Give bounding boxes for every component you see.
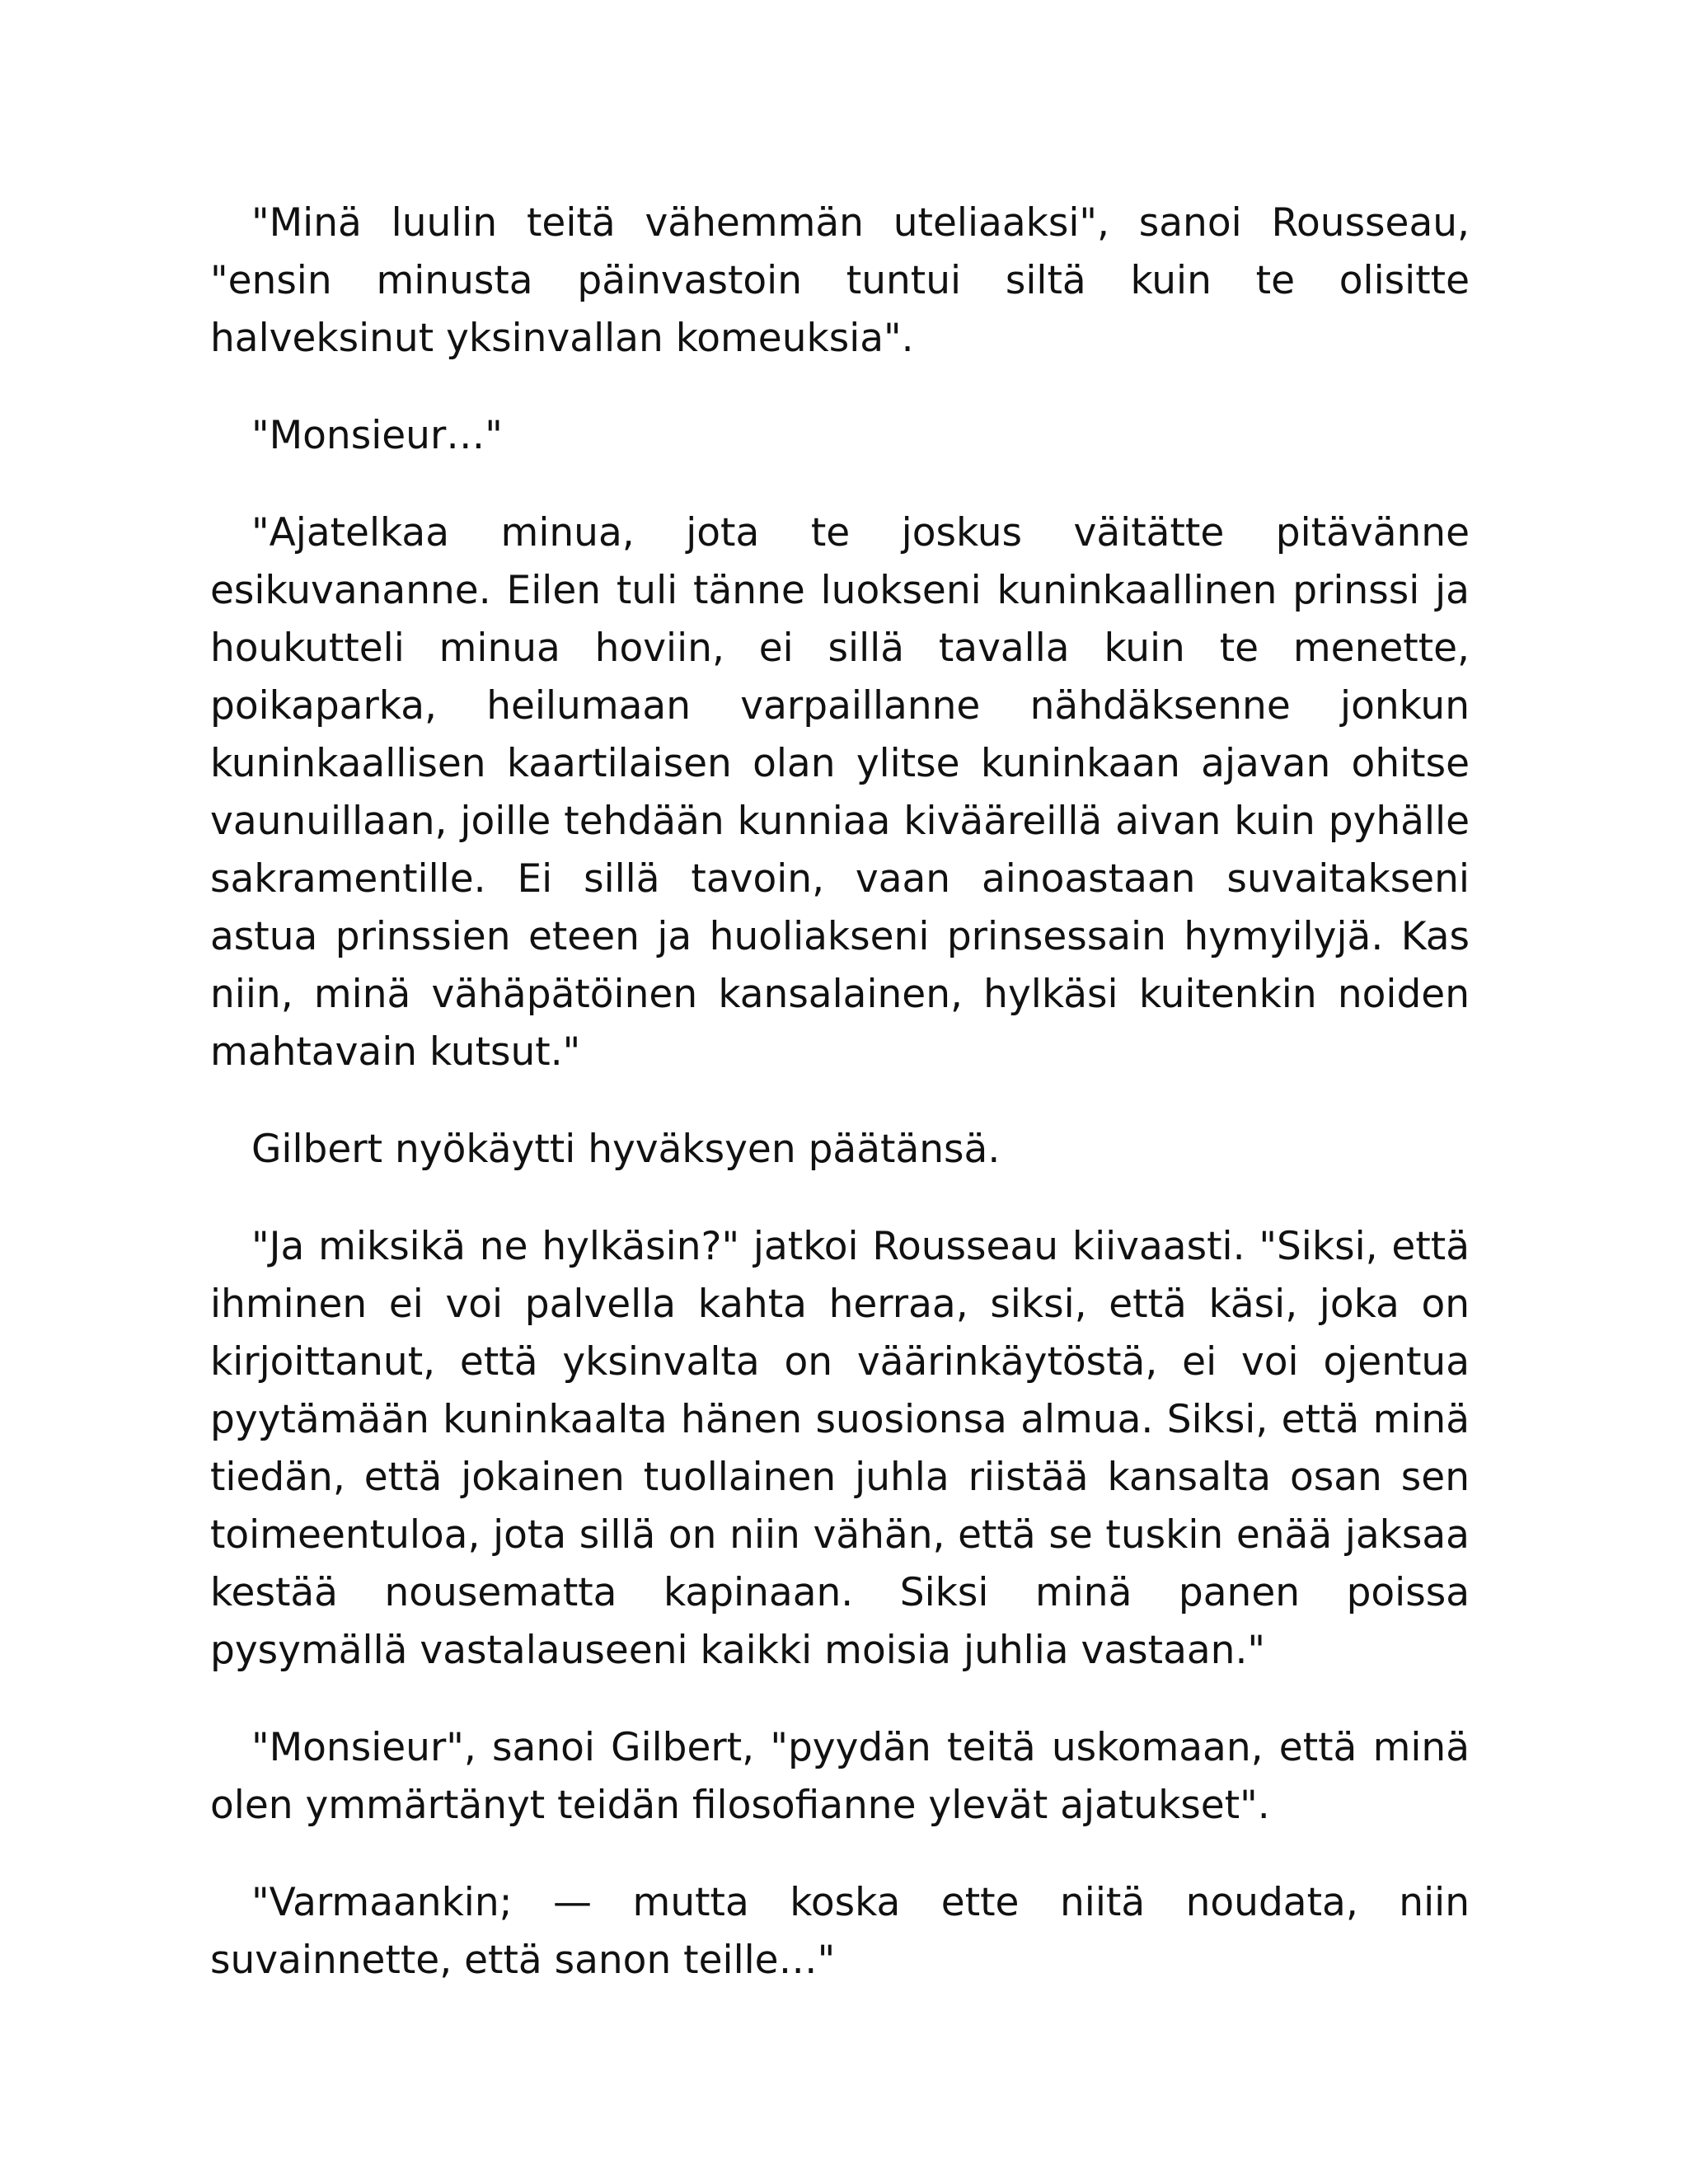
paragraph-2: "Monsieur…" bbox=[251, 413, 503, 458]
paragraph-5: "Ja miksikä ne hylkäsin?" jatkoi Rousseau kiivaasti. "Siksi, että ihminen ei voi palvella kahta herraa, siksi, että käsi, joka on kirjoittanut, että yksinvalta on väärinkäytöstä, ei voi ojentua pyytämään kuninkaalta hänen suosionsa almua. Siksi, että minä tiedän, että jokainen tuollainen juhla riistää kansalta osan sen toimeentuloa, jota sillä on niin vähän, että se tuskin enää jaksaa kestää nousematta kapinaan. Siksi minä panen poissa pysymällä vastalauseeni kaikki moisia juhlia vastaan." bbox=[210, 1224, 1470, 1673]
paragraph-6: "Monsieur", sanoi Gilbert, "pyydän teitä uskomaan, että minä olen ymmärtänyt teidän filosofianne ylevät ajatukset". bbox=[210, 1725, 1470, 1828]
document-page bbox=[210, 194, 1470, 2029]
paragraph-4: Gilbert nyökäytti hyväksyen päätänsä. bbox=[251, 1127, 1001, 1172]
paragraph-3: "Ajatelkaa minua, jota te joskus väitätte pitävänne esikuvananne. Eilen tuli tänne luokseni kuninkaallinen prinssi ja houkutteli minua hoviin, ei sillä tavalla kuin te menette, poikaparka, heilumaan varpaillanne nähdäksenne jonkun kuninkaallisen kaartilaisen olan ylitse kuninkaan ajavan ohitse vaunuillaan, joille tehdään kunniaa kivääreillä aivan kuin pyhälle sakramentille. Ei sillä tavoin, vaan ainoastaan suvaitakseni astua prinssien eteen ja huoliakseni prinsessain hymyilyjä. Kas niin, minä vähäpätöinen kansalainen, hylkäsi kuitenkin noiden mahtavain kutsut." bbox=[210, 510, 1470, 1075]
paragraph-7: "Varmaankin; — mutta koska ette niitä noudata, niin suvainnette, että sanon teille…" bbox=[210, 1880, 1470, 1983]
paragraph-1: "Minä luulin teitä vähemmän uteliaaksi", sanoi Rousseau, "ensin minusta päinvastoin tuntui siltä kuin te olisitte halveksinut yksinvallan komeuksia". bbox=[210, 200, 1470, 361]
